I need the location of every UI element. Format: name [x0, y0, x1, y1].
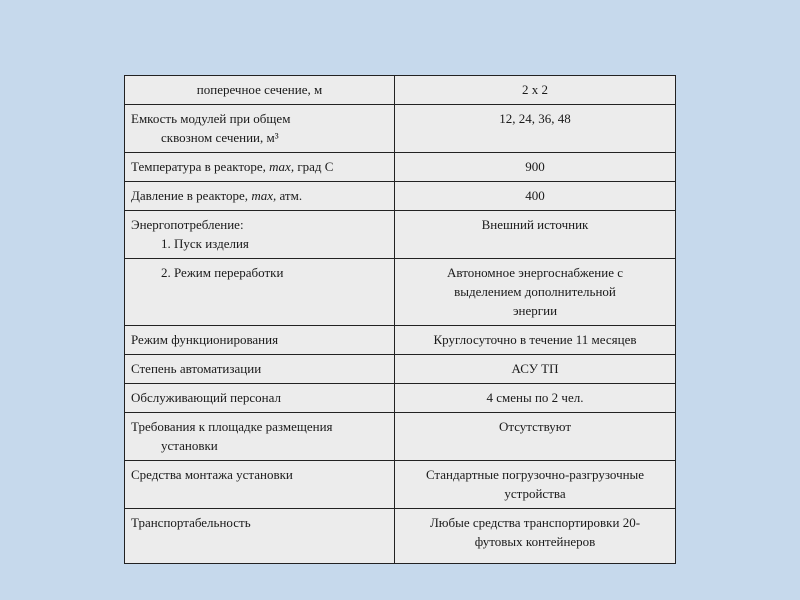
- row-value: [395, 326, 676, 355]
- table-row: [125, 413, 676, 461]
- row-value-line: устройства: [504, 486, 566, 501]
- row-label: [125, 509, 395, 564]
- row-value: [395, 461, 676, 509]
- row-label: [125, 413, 395, 461]
- row-value-line: Автономное энергоснабжение с: [447, 265, 623, 280]
- row-label-text: Обслуживающий персонал: [131, 390, 281, 405]
- row-value: [395, 182, 676, 211]
- row-value: [395, 211, 676, 259]
- row-value-text: Отсутствуют: [498, 419, 572, 434]
- row-value: [395, 259, 676, 326]
- row-label-line: 2. Режим переработки: [161, 265, 284, 280]
- table-row: [125, 259, 676, 326]
- row-label: [125, 326, 395, 355]
- row-label: [125, 105, 395, 153]
- row-value-line: энергии: [512, 303, 558, 318]
- row-label-line: Емкость модулей при общем: [131, 111, 291, 126]
- table-row: [125, 76, 676, 105]
- row-label-line: Требования к площадке размещения: [131, 419, 333, 434]
- table-row: [125, 461, 676, 509]
- table-row: [125, 182, 676, 211]
- row-value-text: 400: [525, 188, 545, 203]
- row-value-text: Круглосуточно в течение 11 месяцев: [433, 332, 637, 347]
- row-label-text: атм.: [276, 188, 303, 203]
- row-value-text: 12, 24, 36, 48: [499, 111, 571, 126]
- row-label-emphasis: max,: [269, 159, 295, 174]
- row-value: [395, 384, 676, 413]
- row-label-text: Температура в реакторе,: [131, 159, 270, 174]
- table-row: [125, 384, 676, 413]
- specifications-table: [124, 75, 676, 564]
- row-label: [125, 182, 395, 211]
- table-row: [125, 355, 676, 384]
- row-label-line: 1. Пуск изделия: [161, 236, 249, 251]
- row-label: [125, 259, 395, 326]
- row-label: [125, 355, 395, 384]
- row-value-text: АСУ ТП: [511, 361, 559, 376]
- row-label-line: сквозном сечении, м³: [161, 130, 279, 145]
- row-value-line: Любые средства транспортировки 20-: [429, 515, 641, 530]
- row-value-line: футовых контейнеров: [474, 534, 596, 549]
- row-value-line: выделением дополнительной: [454, 284, 616, 299]
- row-label-text: град С: [294, 159, 334, 174]
- row-label-line: Энергопотребление:: [131, 217, 244, 232]
- row-label: [125, 461, 395, 509]
- row-label: [125, 384, 395, 413]
- table-row: [125, 509, 676, 564]
- row-label-text: Давление в реакторе,: [131, 188, 252, 203]
- row-value-text: 2 х 2: [522, 82, 548, 97]
- row-value: [395, 105, 676, 153]
- table-row: [125, 211, 676, 259]
- row-label-text: Транспортабельность: [131, 515, 251, 530]
- table-row: [125, 105, 676, 153]
- row-label-text: поперечное сечение, м: [196, 82, 323, 97]
- row-value-text: Внешний источник: [481, 217, 589, 232]
- row-value-line: Стандартные погрузочно-разгрузочные: [425, 467, 645, 482]
- table-row: [125, 153, 676, 182]
- row-value: [395, 355, 676, 384]
- row-value: [395, 413, 676, 461]
- row-value: [395, 153, 676, 182]
- row-value: [395, 509, 676, 564]
- row-label-text: Режим функционирования: [131, 332, 279, 347]
- row-label-text: Степень автоматизации: [131, 361, 262, 376]
- row-value-text: 900: [525, 159, 545, 174]
- row-value: [395, 76, 676, 105]
- row-label-line: установки: [161, 438, 218, 453]
- row-label: [125, 76, 395, 105]
- row-value-text: 4 смены по 2 чел.: [486, 390, 584, 405]
- row-label-text: Средства монтажа установки: [131, 467, 293, 482]
- row-label-emphasis: max,: [251, 188, 277, 203]
- table-row: [125, 326, 676, 355]
- row-label: [125, 211, 395, 259]
- row-label: [125, 153, 395, 182]
